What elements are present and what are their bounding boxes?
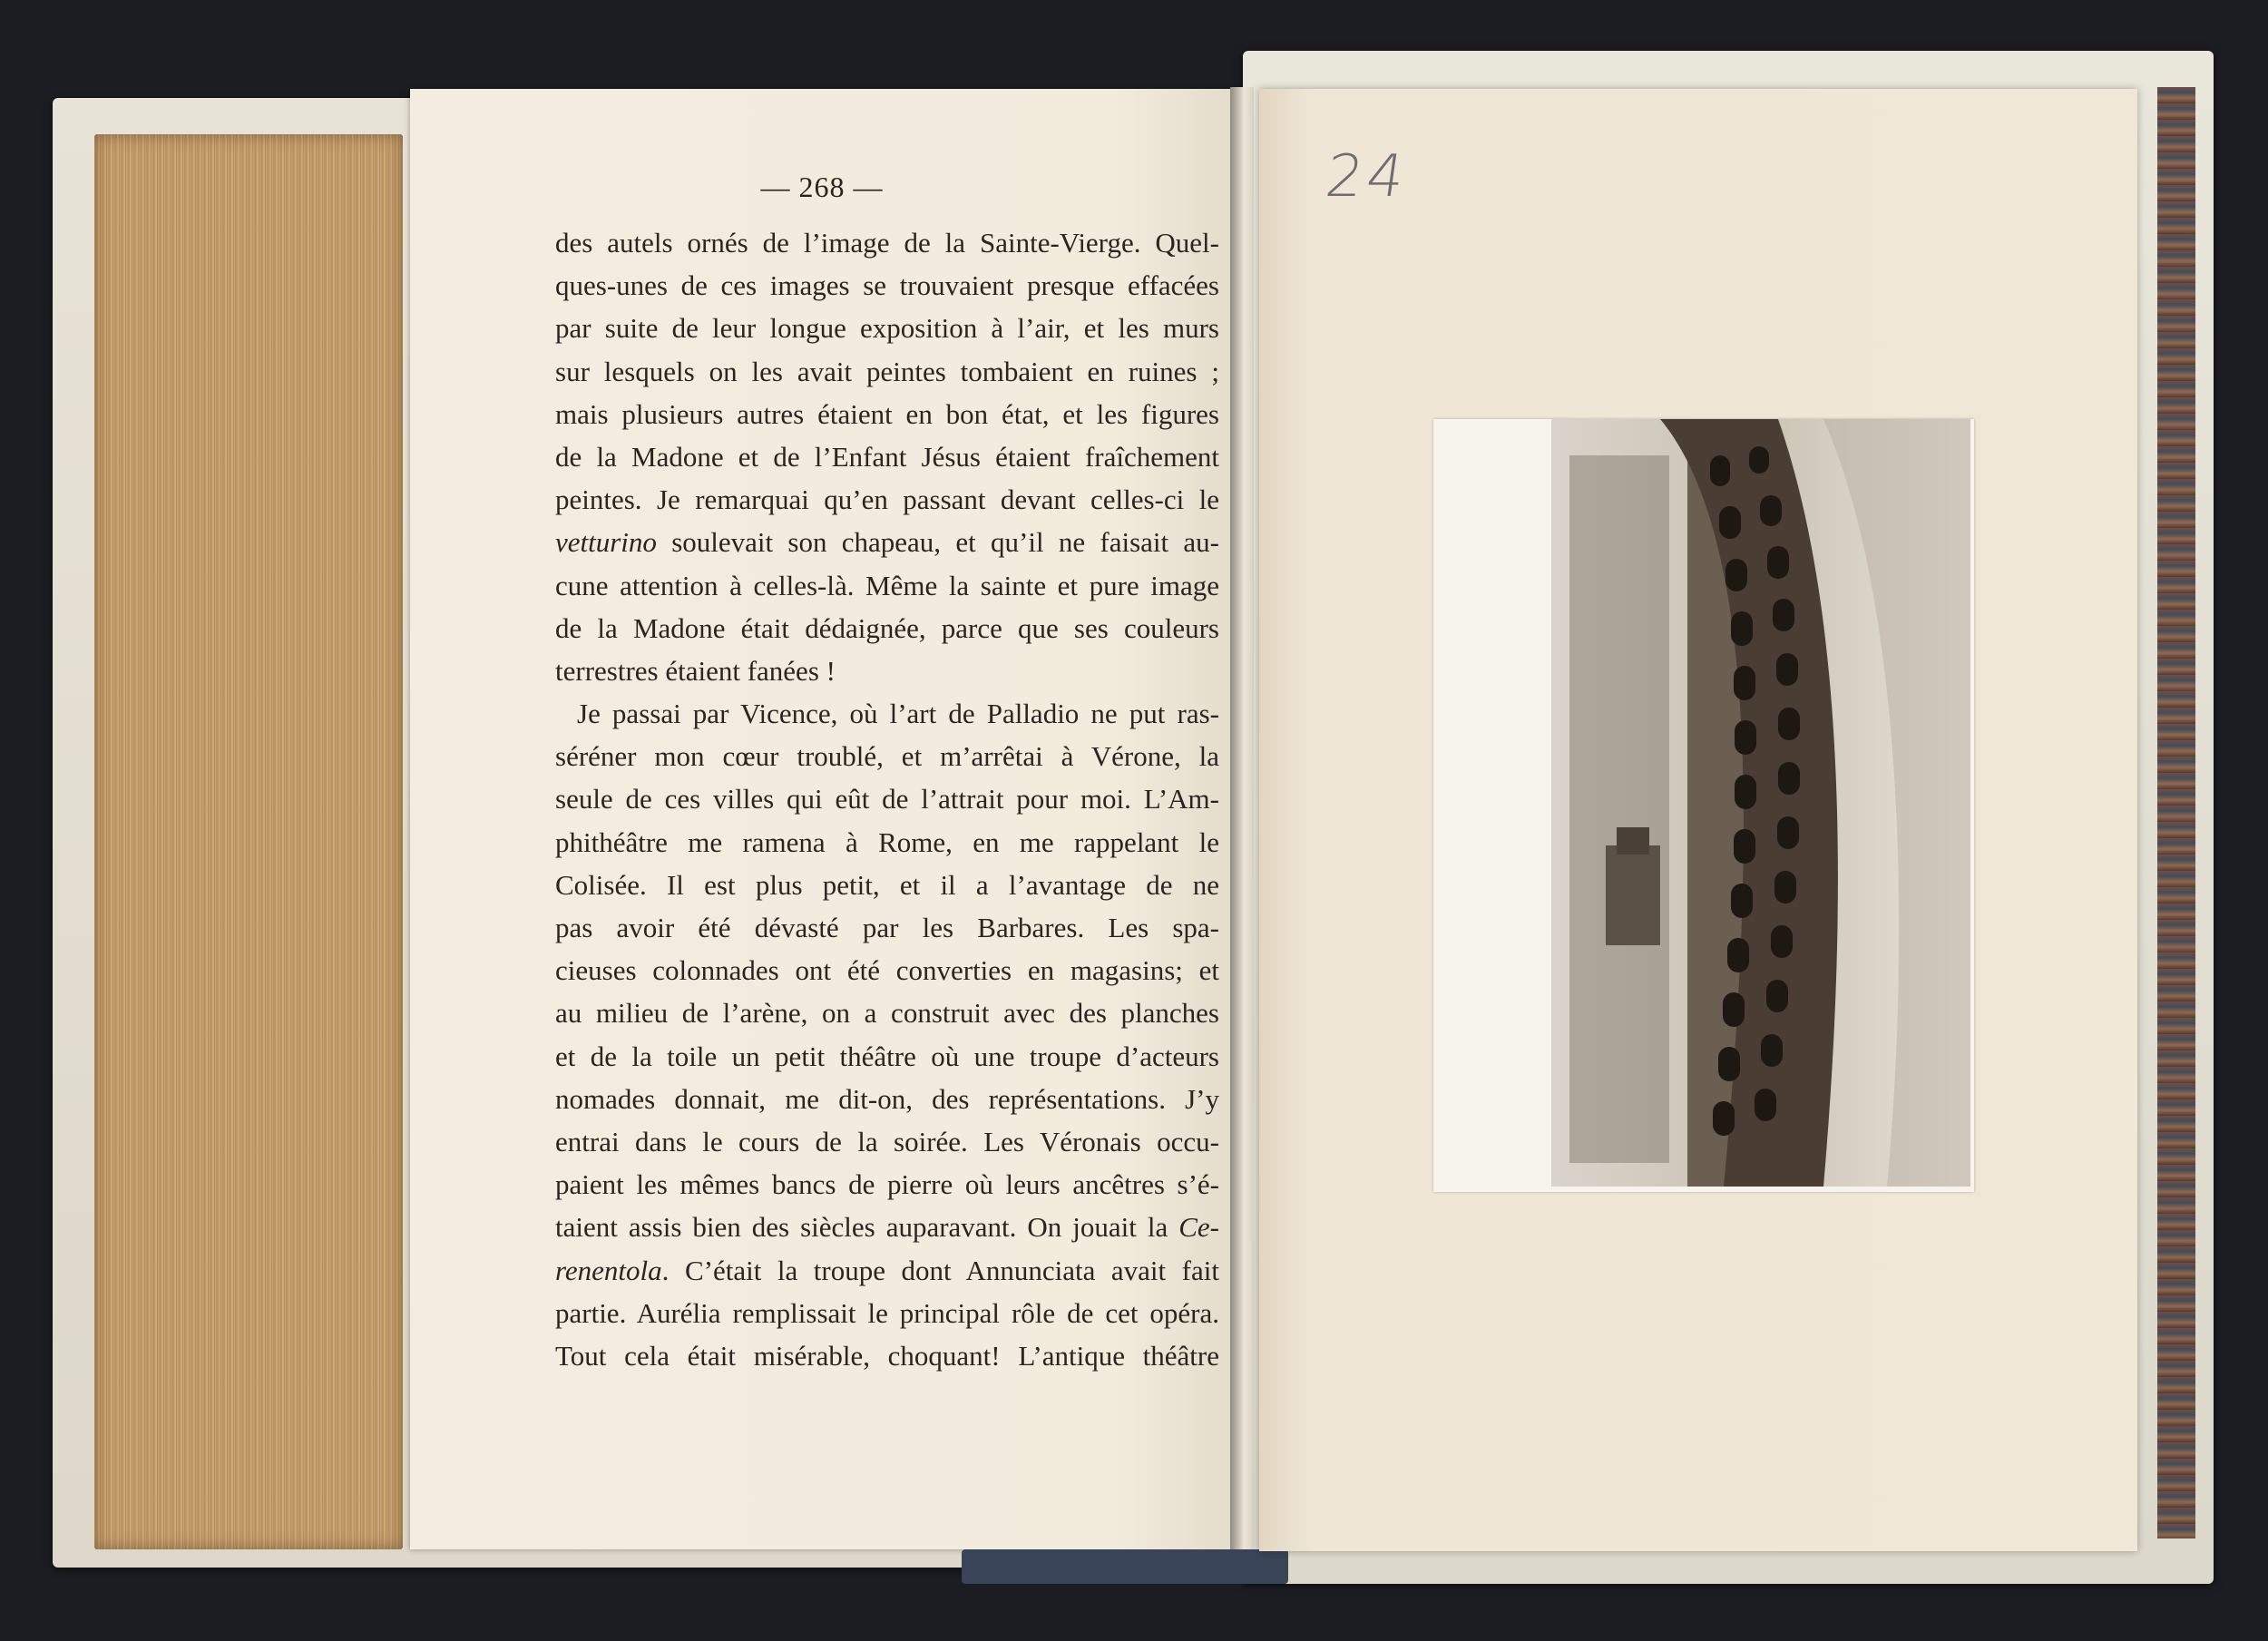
marbled-endpaper-edge [2157,87,2195,1538]
text-line [555,350,1219,393]
line-text: seule de ces villes qui eût de l’attrait pour moi. L’Am- [555,783,1219,816]
line-text: Je passai par Vicence, où l’art de Palladio ne put ras- [577,698,1219,730]
line-text: taient assis bien des siècles auparavant. On jouait la [555,1211,1179,1244]
handwritten-number: 24 [1321,143,1413,210]
text-line [555,264,1219,307]
text-line [555,1334,1219,1377]
text-line [555,607,1219,650]
text-line [555,1206,1219,1248]
line-text: mais plusieurs autres étaient en bon état, et les figures [555,397,1219,430]
line-text: séréner mon cœur troublé, et m’arrêtai à Vérone, la [555,740,1219,773]
amphitheatre-photograph [1551,419,1970,1187]
line-text: cieuses colonnades ont été converties en magasins; et [555,954,1219,987]
text-line [555,777,1219,820]
page-number: — 268 — [760,171,884,203]
line-text: peintes. Je remarquai qu’en passant devant celles-ci le [555,484,1219,516]
line-text: soulevait son chapeau, et qu’il ne faisait au- [656,526,1219,559]
line-text: paient les mêmes bancs de pierre où leurs ancêtres s’é- [555,1168,1219,1201]
line-text: Tout cela était misérable, choquant! L’antique théâtre [555,1339,1219,1372]
line-text: et de la toile un petit théâtre où une troupe d’acteurs [555,1040,1219,1072]
body-text [555,221,1219,1377]
page-block-edge [94,134,403,1549]
text-line [555,991,1219,1034]
text-line [555,1249,1219,1292]
line-text: des autels ornés de l’image de la Sainte-Vierge. Quel- [555,227,1219,259]
text-line [555,1163,1219,1206]
text-line [555,435,1219,478]
line-text: par suite de leur longue exposition à l’air, et les murs [555,312,1219,345]
spine-band [962,1549,1288,1584]
line-text: terrestres étaient fanées ! [555,654,836,687]
line-text: nomades donnait, me dit-on, des représentations. J’y [555,1082,1219,1115]
text-line [555,821,1219,864]
text-line [555,1035,1219,1078]
line-text: pas avoir été dévasté par les Barbares. Les spa- [555,912,1219,943]
text-line [555,906,1219,949]
book-gutter [1230,87,1254,1551]
italic-word: renentola [555,1254,662,1286]
text-line [555,221,1219,264]
text-line [555,1078,1219,1120]
text-line [555,692,1219,735]
text-line [555,478,1219,521]
line-text: partie. Aurélia remplissait le principal rôle de cet opéra. [555,1296,1219,1329]
line-text: ques-unes de ces images se trouvaient presque effacées [555,269,1219,302]
text-line [555,393,1219,435]
text-line [555,1292,1219,1334]
line-text: entrai dans le cours de la soirée. Les Véronais occu- [555,1125,1219,1157]
text-line [555,521,1219,563]
line-text: au milieu de l’arène, on a construit avec des planches [555,997,1219,1030]
line-text: Colisée. Il est plus petit, et il a l’avantage de ne [555,868,1219,901]
line-text: de la Madone et de l’Enfant Jésus étaient fraîchement [555,440,1219,473]
text-line [555,864,1219,906]
amphitheatre-photo-image [1551,419,1970,1187]
text-line [555,735,1219,777]
text-line [555,564,1219,607]
line-text: phithéâtre me ramena à Rome, en me rappelant le [555,825,1219,858]
text-line [555,650,1219,692]
italic-word: vetturino [555,526,657,559]
line-text: sur lesquels on les avait peintes tombaient en ruines ; [555,355,1219,387]
italic-word: Ce- [1178,1211,1219,1244]
text-line [555,307,1219,349]
line-text: . C’était la troupe dont Annunciata avait fait [661,1254,1219,1286]
text-line [555,949,1219,991]
text-line [555,1120,1219,1163]
line-text: de la Madone était dédaignée, parce que ses couleurs [555,611,1219,644]
line-text: cune attention à celles-là. Même la sainte et pure image [555,569,1219,601]
